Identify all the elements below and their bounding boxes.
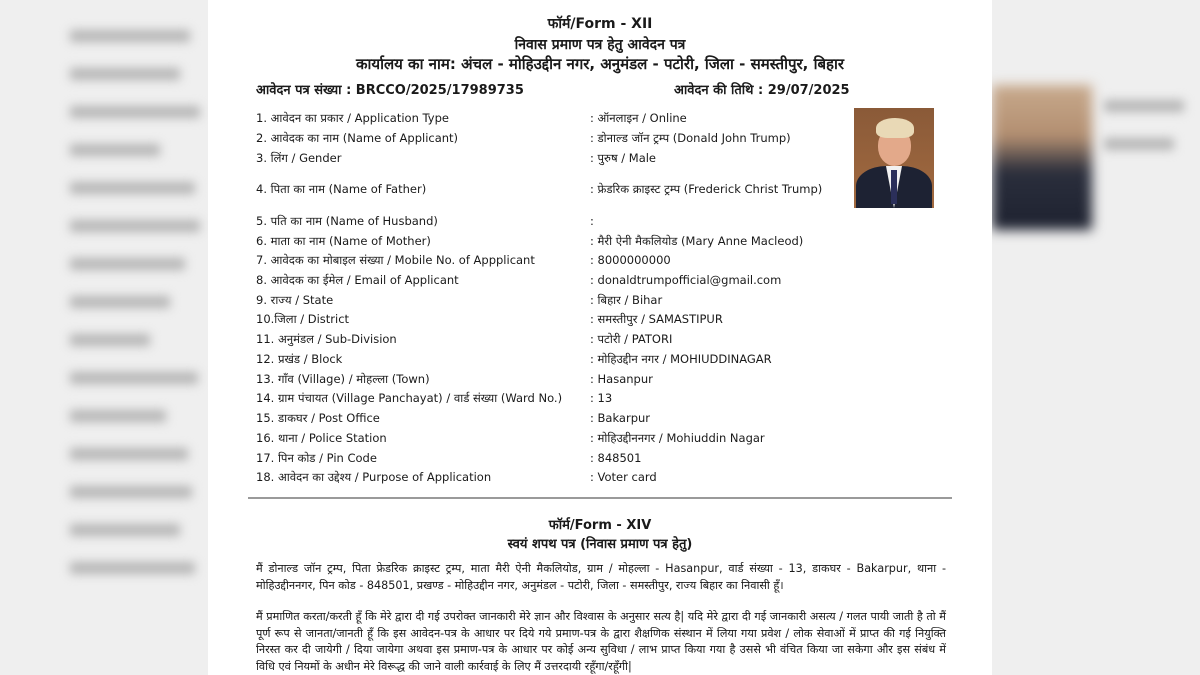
declaration-paragraph-1: मैं डोनाल्ड जॉन ट्रम्प, पिता फ्रेडरिक क्राइस्ट ट्रम्प, माता मैरी ऐनी मैकलियोड, ग्राम / मोहल्ला - Hasanpur, वार्ड संख्या - 13, डाकघर - Bakarpur, थाना - मोहिउद्दीननगर, पिन कोड - 848501, प्रखण्ड - मोहिउद्दीन नगर, अनुमंडल - पटोरी, जिला - समस्तीपुर, राज्य बिहार का निवासी हूँ। <box>256 562 946 592</box>
field-value: : फ्रेडरिक क्राइस्ट ट्रम्प (Frederick Christ Trump) <box>590 182 823 196</box>
field-value: : Voter card <box>590 470 657 484</box>
field-row <box>256 351 916 367</box>
declaration-paragraph-2: मैं प्रमाणित करता/करती हूँ कि मेरे द्वारा दी गई उपरोक्त जानकारी मेरे ज्ञान और विश्वास के अनुसार सत्य है| यदि मेरे द्वारा दी गई जानकारी असत्य / गलत पायी जाती है तो मैं पूर्ण रूप से जानता/जानती हूँ कि इस आवेदन-पत्र के आधार पर दिये गये प्रमाण-पत्र के द्वारा शैक्षणिक संस्थान में लिया गया प्रवेश / लोक सेवाओं में प्राप्त की गई नियुक्ति निरस्त कर दी जायेगी / दिया जायेगा अथवा इस प्रमाण-पत्र के आधार पर कोई अन्य सुविधा / लाभ प्राप्त किया गया है उससे भी वंचित किया जा सकेगा और इस संबंध में विधि एवं नियमों के अधीन मेरे विरूद्ध की जाने वाली कार्रवाई के लिए मैं उत्तरदायी रहूँगा/रहूँगी| <box>256 610 946 673</box>
field-label: 8. आवेदक का ईमेल / Email of Applicant <box>256 273 459 287</box>
form-subtitle: निवास प्रमाण पत्र हेतु आवेदन पत्र <box>514 37 686 53</box>
field-row <box>256 469 916 485</box>
form14-number: फॉर्म/Form - XIV <box>548 518 652 533</box>
field-value: : Bakarpur <box>590 411 651 425</box>
field-row <box>256 371 916 387</box>
blurred-background-left <box>0 0 208 675</box>
application-number: आवेदन पत्र संख्या : BRCCO/2025/17989735 <box>256 83 524 98</box>
field-value: : मोहिउद्दीन नगर / MOHIUDDINAGAR <box>590 352 772 366</box>
field-value: : 848501 <box>590 451 642 465</box>
blurred-photo <box>992 85 1092 230</box>
field-label: 7. आवेदक का मोबाइल संख्या / Mobile No. of Appplicant <box>256 253 535 267</box>
field-row <box>256 410 916 426</box>
field-label: 14. ग्राम पंचायत (Village Panchayat) / वार्ड संख्या (Ward No.) <box>256 391 563 405</box>
field-value: : मोहिउद्दीननगर / Mohiuddin Nagar <box>590 431 765 445</box>
field-row <box>256 272 916 288</box>
field-label: 10.जिला / District <box>256 312 350 326</box>
blurred-background-right <box>992 0 1200 675</box>
field-row <box>256 110 916 126</box>
field-label: 3. लिंग / Gender <box>256 151 342 165</box>
field-label: 18. आवेदन का उद्देश्य / Purpose of Application <box>256 470 492 484</box>
form-number: फॉर्म/Form - XII <box>547 16 653 32</box>
field-label: 5. पति का नाम (Name of Husband) <box>256 214 438 228</box>
field-row <box>256 311 916 327</box>
field-value: : Hasanpur <box>590 372 653 386</box>
field-label: 12. प्रखंड / Block <box>256 352 343 366</box>
field-value: : ऑनलाइन / Online <box>590 111 687 125</box>
field-label: 4. पिता का नाम (Name of Father) <box>256 182 427 196</box>
field-row <box>256 181 916 197</box>
field-row <box>256 292 916 308</box>
field-label: 16. थाना / Police Station <box>256 431 387 445</box>
field-value: : 13 <box>590 391 613 405</box>
field-value: : बिहार / Bihar <box>590 293 663 307</box>
field-row <box>256 331 916 347</box>
application-date: आवेदन की तिथि : 29/07/2025 <box>674 83 850 98</box>
field-label: 15. डाकघर / Post Office <box>256 411 380 425</box>
field-label: 6. माता का नाम (Name of Mother) <box>256 234 431 248</box>
field-label: 11. अनुमंडल / Sub-Division <box>256 332 397 346</box>
field-row <box>256 233 916 249</box>
field-label: 9. राज्य / State <box>256 293 334 307</box>
field-label: 17. पिन कोड / Pin Code <box>256 451 377 465</box>
field-value: : <box>590 214 594 228</box>
field-value: : डोनाल्ड जॉन ट्रम्प (Donald John Trump) <box>590 131 791 145</box>
application-document <box>208 0 992 675</box>
field-value: : समस्तीपुर / SAMASTIPUR <box>590 312 723 326</box>
applicant-photo <box>854 108 934 208</box>
field-value: : donaldtrumpofficial@gmail.com <box>590 273 782 287</box>
field-row <box>256 150 916 166</box>
field-row <box>256 252 916 268</box>
section-divider <box>248 497 952 499</box>
field-row <box>256 450 916 466</box>
field-value: : पटोरी / PATORI <box>590 332 673 346</box>
field-value: : 8000000000 <box>590 253 671 267</box>
field-value: : मैरी ऐनी मैकलियोड (Mary Anne Macleod) <box>590 234 804 248</box>
field-row <box>256 130 916 146</box>
field-label: 2. आवेदक का नाम (Name of Applicant) <box>256 131 459 145</box>
office-name: कार्यालय का नाम: अंचल - मोहिउद्दीन नगर, अनुमंडल - पटोरी, जिला - समस्तीपुर, बिहार <box>355 55 845 73</box>
field-value: : पुरुष / Male <box>590 151 657 165</box>
form14-title: स्वयं शपथ पत्र (निवास प्रमाण पत्र हेतु) <box>507 537 693 552</box>
field-row <box>256 390 916 406</box>
field-label: 13. गाँव (Village) / मोहल्ला (Town) <box>256 372 430 386</box>
field-label: 1. आवेदन का प्रकार / Application Type <box>256 111 449 125</box>
field-row <box>256 430 916 446</box>
field-row <box>256 213 916 229</box>
